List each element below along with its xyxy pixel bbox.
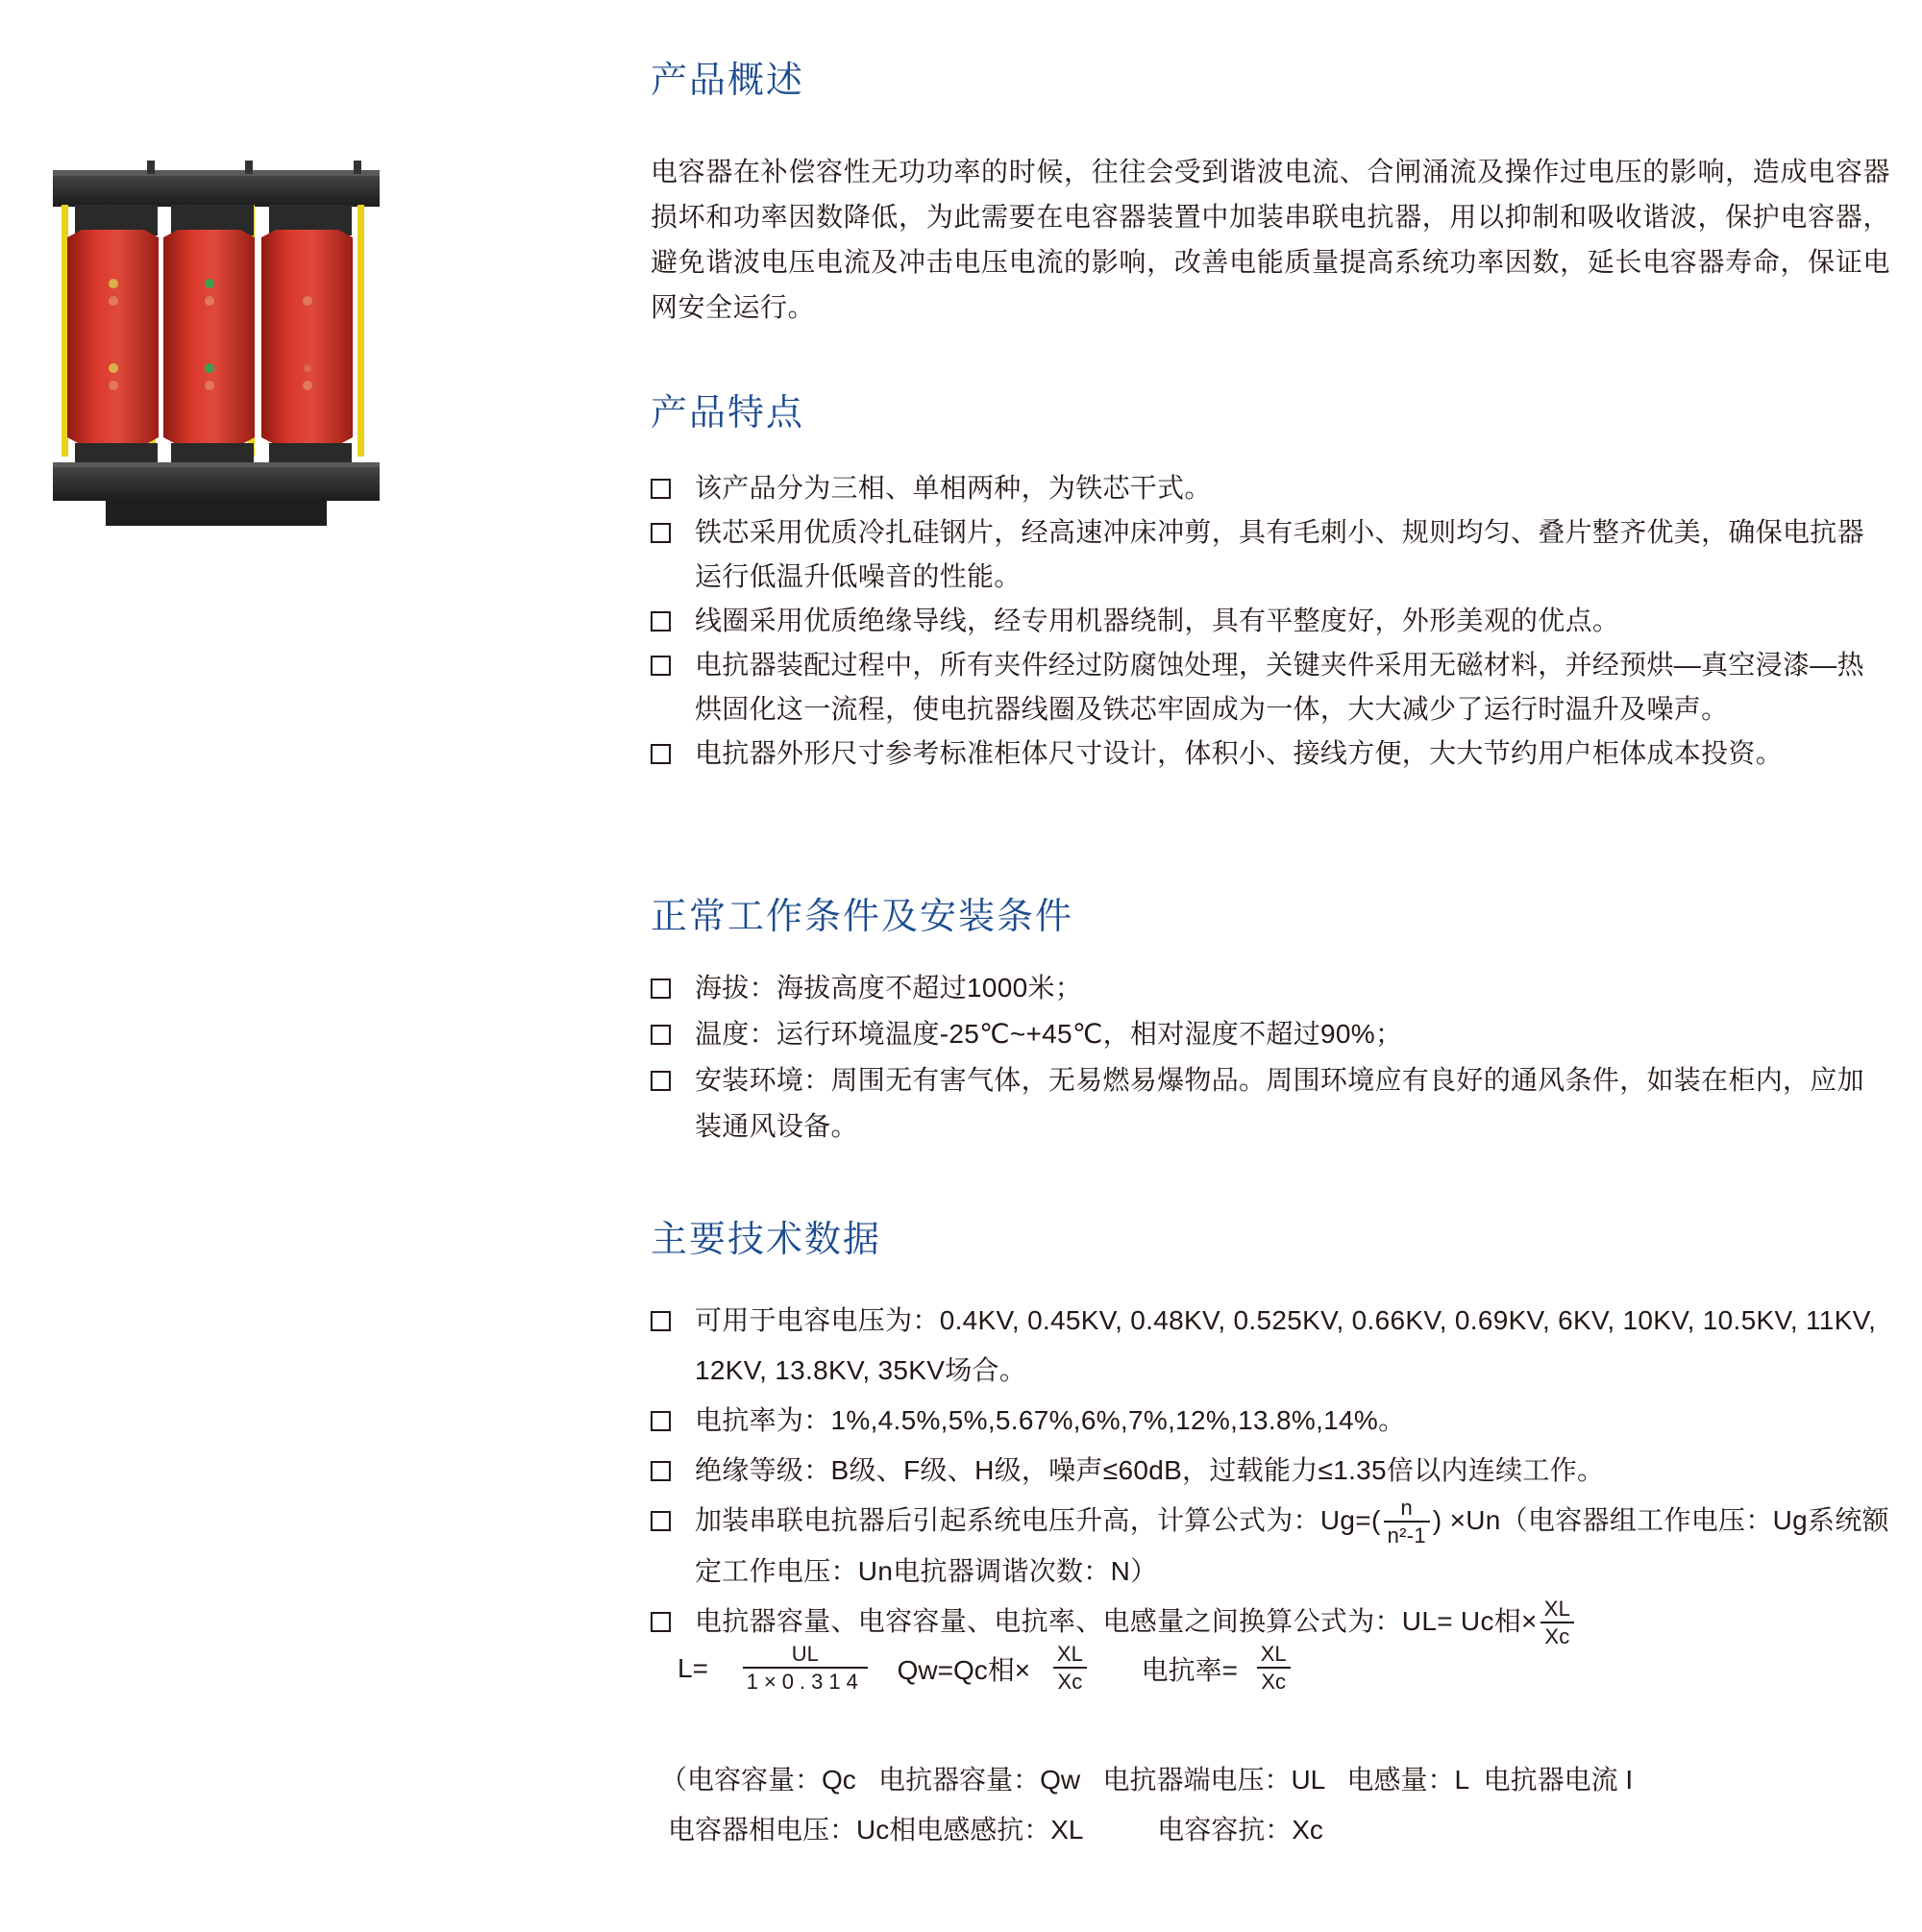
list-item: 该产品分为三相、单相两种，为铁芯干式。 <box>651 466 1890 510</box>
l-formula-label: L= <box>678 1652 708 1683</box>
checkbox-icon <box>651 1411 671 1431</box>
list-item: 电抗器容量、电容容量、电抗率、电感量之间换算公式为：UL= Uc相× $\frac{XL}{Xc}$ <box>651 1597 1890 1647</box>
checkbox-icon <box>651 611 671 632</box>
checkbox-icon <box>651 479 671 499</box>
checkbox-icon <box>651 1311 671 1331</box>
list-item: 电抗器外形尺寸参考标准柜体尺寸设计，体积小、接线方便，大大节约用户柜体成本投资。 <box>651 731 1890 776</box>
list-item: 可用于电容电压为：0.4KV, 0.45KV, 0.48KV, 0.525KV, 0.66KV, 0.69KV, 6KV, 10KV, 10.5KV, 11KV, 12KV, 13.8KV, 35KV场合。 <box>651 1296 1890 1396</box>
checkbox-icon <box>651 523 671 543</box>
conditions-heading: 正常工作条件及安装条件 <box>651 897 1074 937</box>
overview-heading: 产品概述 <box>651 61 805 101</box>
checkbox-icon <box>651 1025 671 1045</box>
list-item: 铁芯采用优质冷扎硅钢片，经高速冲床冲剪，具有毛刺小、规则均匀、叠片整齐优美，确保电抗器运行低温升低噪音的性能。 <box>651 510 1890 599</box>
qw-formula-label: Qw=Qc相× <box>897 1654 1031 1685</box>
list-item: 加装串联电抗器后引起系统电压升高，计算公式为：Ug=( $\frac{n}{\text{n²-1}}$ ) ×Un（电容器组工作电压：Ug系统额定工作电压：Un电抗器调谐次数：N） <box>651 1496 1890 1597</box>
reactor-product-image <box>48 159 389 533</box>
l-fraction: $\frac{UL}{1\times 0.314}$ <box>743 1644 868 1693</box>
base-frame <box>53 462 380 526</box>
rate-formula-label: 电抗率= <box>1141 1654 1238 1685</box>
tech-heading: 主要技术数据 <box>651 1220 882 1260</box>
checkbox-icon <box>651 1612 671 1632</box>
checkbox-icon <box>651 744 671 764</box>
reactor-coils <box>67 230 353 445</box>
symbol-legend-line-1: （电容容量：Qc 电抗器容量：Qw 电抗器端电压：UL 电感量：L 电抗器电流 I <box>660 1765 1634 1795</box>
list-item: 温度：运行环境温度-25℃~+45℃，相对湿度不超过90%； <box>651 1011 1890 1057</box>
tech-list <box>651 1296 1890 1647</box>
list-item: 电抗器装配过程中，所有夹件经过防腐蚀处理，关键夹件采用无磁材料，并经预烘—真空浸漆—热烘固化这一流程，使电抗器线圈及铁芯牢固成为一体，大大减少了运行时温升及噪声。 <box>651 643 1890 731</box>
conditions-list <box>651 965 1890 1150</box>
checkbox-icon <box>651 1071 671 1091</box>
ug-fraction: $\frac{n}{\text{n²-1}}$ <box>1384 1498 1430 1547</box>
checkbox-icon <box>651 1511 671 1531</box>
list-item: 线圈采用优质绝缘导线，经专用机器绕制，具有平整度好，外形美观的优点。 <box>651 599 1890 643</box>
ul-fraction: $\frac{XL}{Xc}$ <box>1540 1598 1575 1647</box>
features-heading: 产品特点 <box>651 393 805 433</box>
symbol-legend-line-2: 电容器相电压：Uc相电感感抗：XL 电容容抗：Xc <box>668 1815 1323 1845</box>
conversion-formulas <box>678 1644 1294 1693</box>
list-item: 安装环境：周围无有害气体，无易燃易爆物品。周围环境应有良好的通风条件，如装在柜内，应加装通风设备。 <box>651 1057 1890 1150</box>
list-item: 电抗率为：1%,4.5%,5%,5.67%,6%,7%,12%,13.8%,14%。 <box>651 1396 1890 1446</box>
features-list <box>651 466 1890 776</box>
checkbox-icon <box>651 656 671 676</box>
top-clamp <box>53 161 380 207</box>
list-item: 海拔：海拔高度不超过1000米； <box>651 965 1890 1011</box>
rate-fraction: $\frac{XL}{Xc}$ <box>1257 1644 1291 1693</box>
checkbox-icon <box>651 978 671 999</box>
overview-paragraph: 电容器在补偿容性无功功率的时候，往往会受到谐波电流、合闸涌流及操作过电压的影响，造成电容器损坏和功率因数降低，为此需要在电容器装置中加装串联电抗器，用以抑制和吸收谐波，保护电容器，避免谐波电压电流及冲击电压电流的影响，改善电能质量提高系统功率因数，延长电容器寿命，保证电网安全运行。 <box>651 157 1890 322</box>
checkbox-icon <box>651 1461 671 1481</box>
qw-fraction: $\frac{XL}{Xc}$ <box>1053 1644 1087 1693</box>
list-item: 绝缘等级：B级、F级、H级，噪声≤60dB，过载能力≤1.35倍以内连续工作。 <box>651 1446 1890 1496</box>
